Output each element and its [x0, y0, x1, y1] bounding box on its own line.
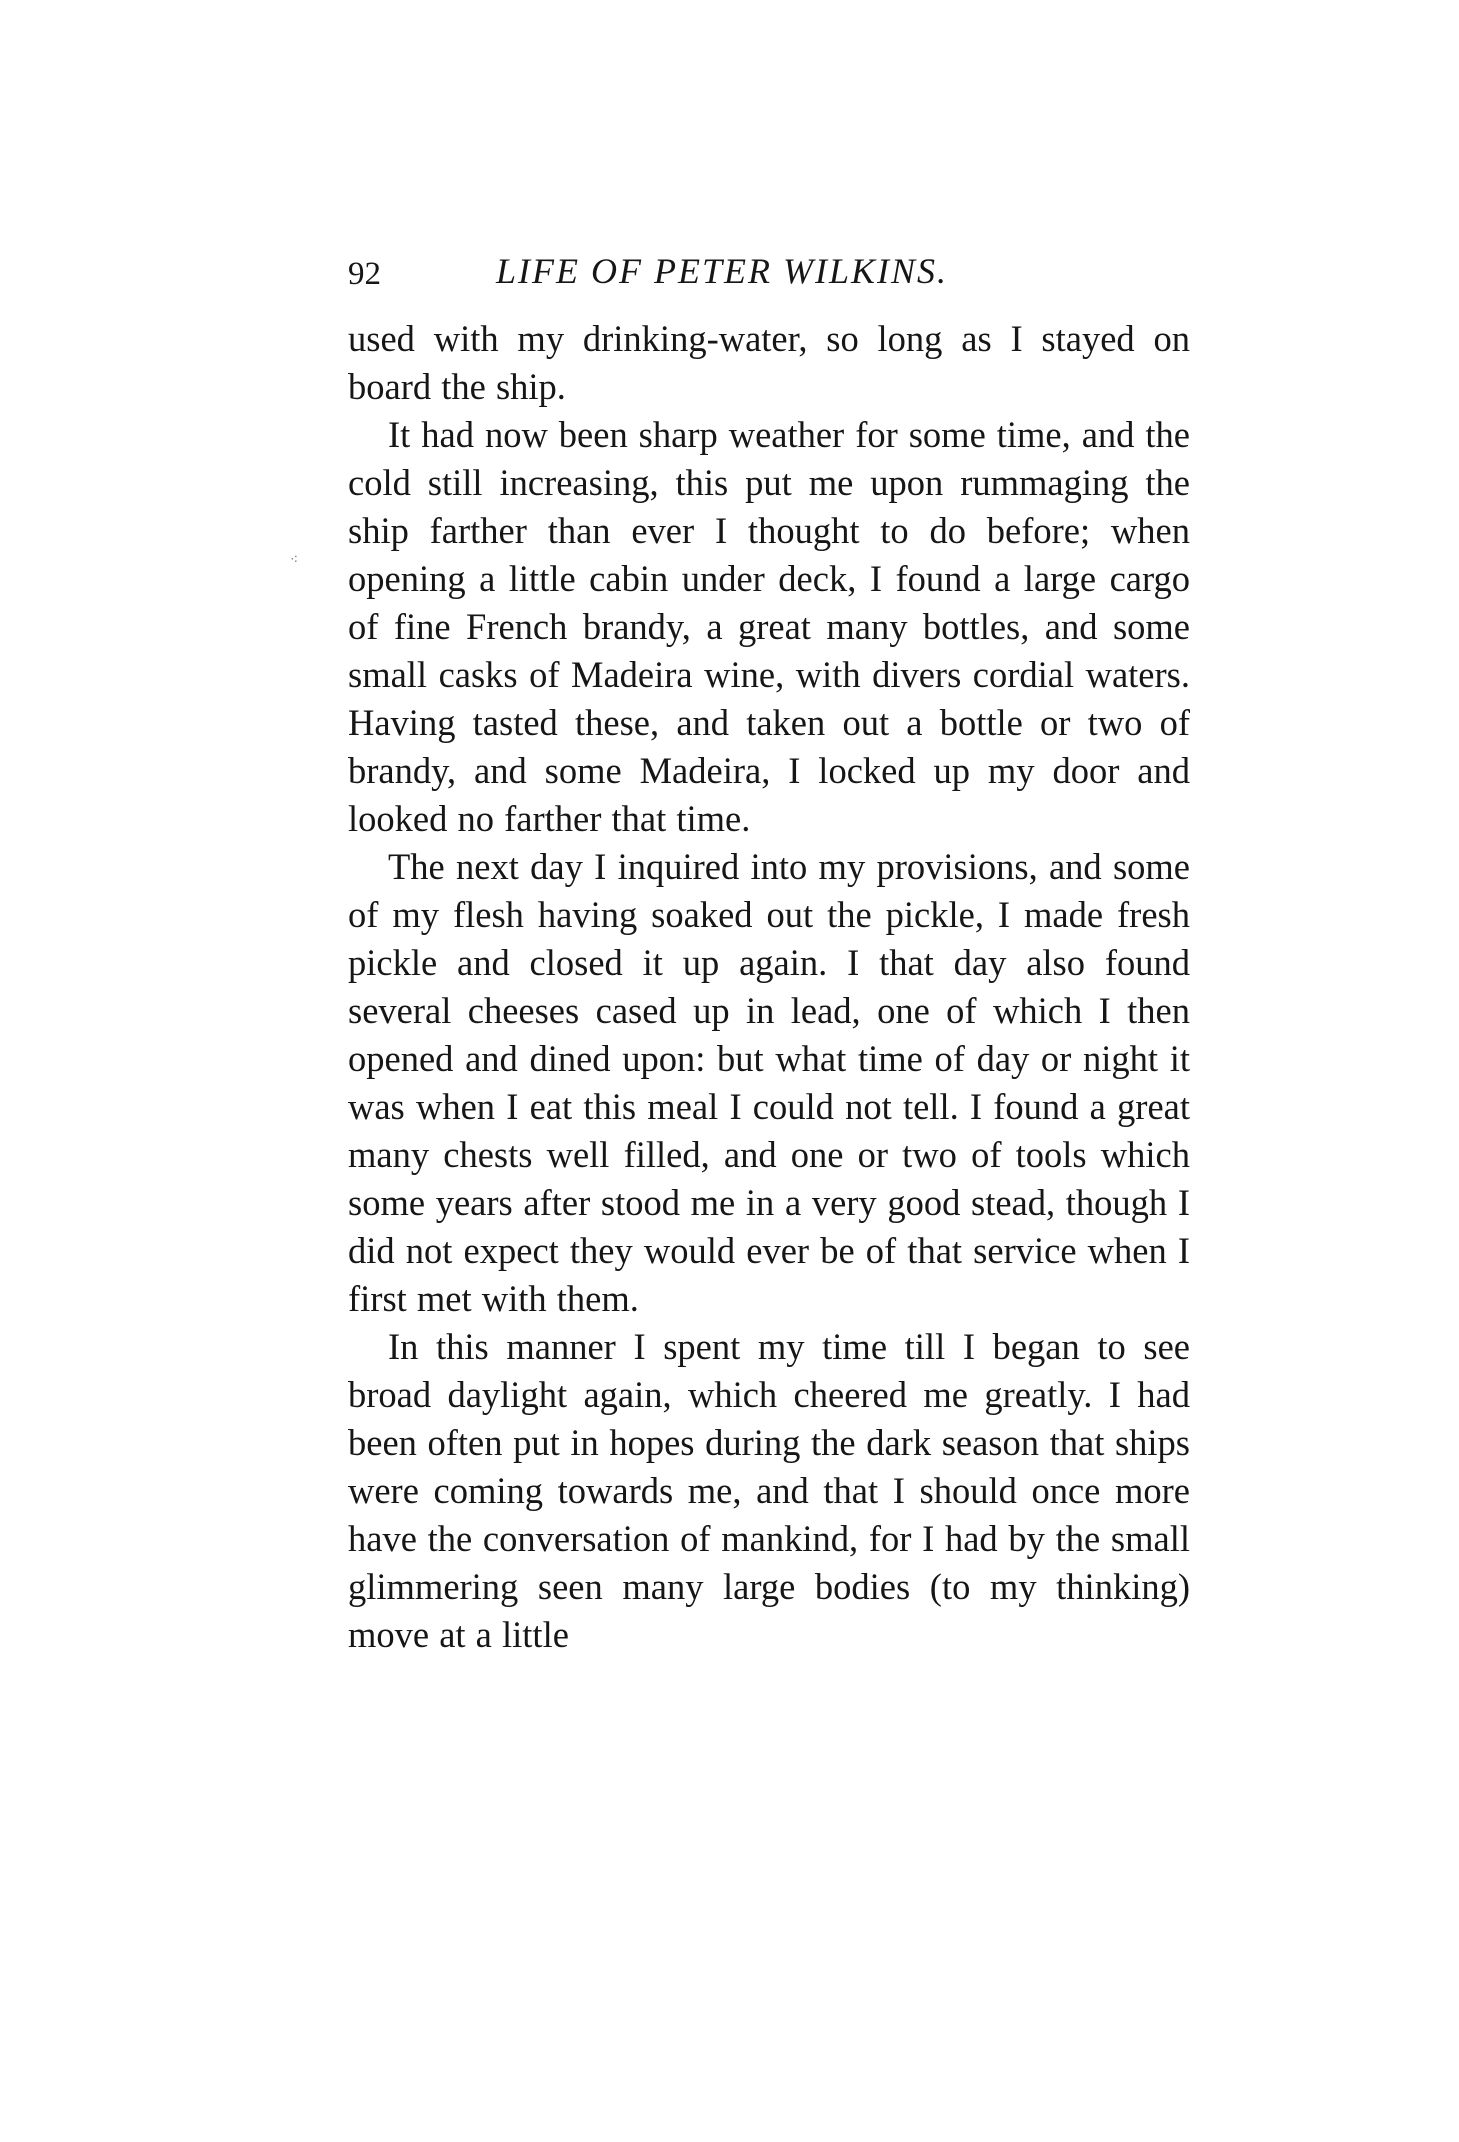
- paragraph: used with my drinking-water, so long as I stayed on board the ship.: [348, 318, 1190, 407]
- running-title: LIFE OF PETER WILKINS.: [496, 251, 948, 291]
- paragraph: In this manner I spent my time till I began to see broad daylight again, which cheered me greatly. I had been often put in hopes during the dark season that ships were coming towards me, and that I should once more have the conversation of mankind, for I had by the small glimmering seen many large bodies (to my thinking) move at a little: [348, 1326, 1190, 1655]
- paragraph: It had now been sharp weather for some time, and the cold still increasing, this put me upon rummaging the ship farther than ever I thought to do before; when opening a little cabin under deck, I found a large cargo of fine French brandy, a great many bottles, and some small casks of Madeira wine, with divers cordial waters. Having tasted these, and taken out a bottle or two of brandy, and some Madeira, I locked up my door and looked no farther that time.: [348, 414, 1190, 839]
- page-number: 92: [348, 256, 381, 292]
- paragraph: The next day I inquired into my provisions, and some of my flesh having soaked out the pickle, I made fresh pickle and closed it up again. I that day also found several cheeses cased up in lead, one of which I then opened and dined upon: but what time of day or night it was when I eat this meal I could not tell. I found a great many chests well filled, and one or two of tools which some years after stood me in a very good stead, though I did not expect they would ever be of that service when I first met with them.: [348, 846, 1190, 1319]
- body-text: [348, 315, 1190, 1659]
- book-page: [348, 250, 1190, 1659]
- margin-speck: ⁖: [290, 553, 299, 568]
- running-head: [348, 250, 1190, 310]
